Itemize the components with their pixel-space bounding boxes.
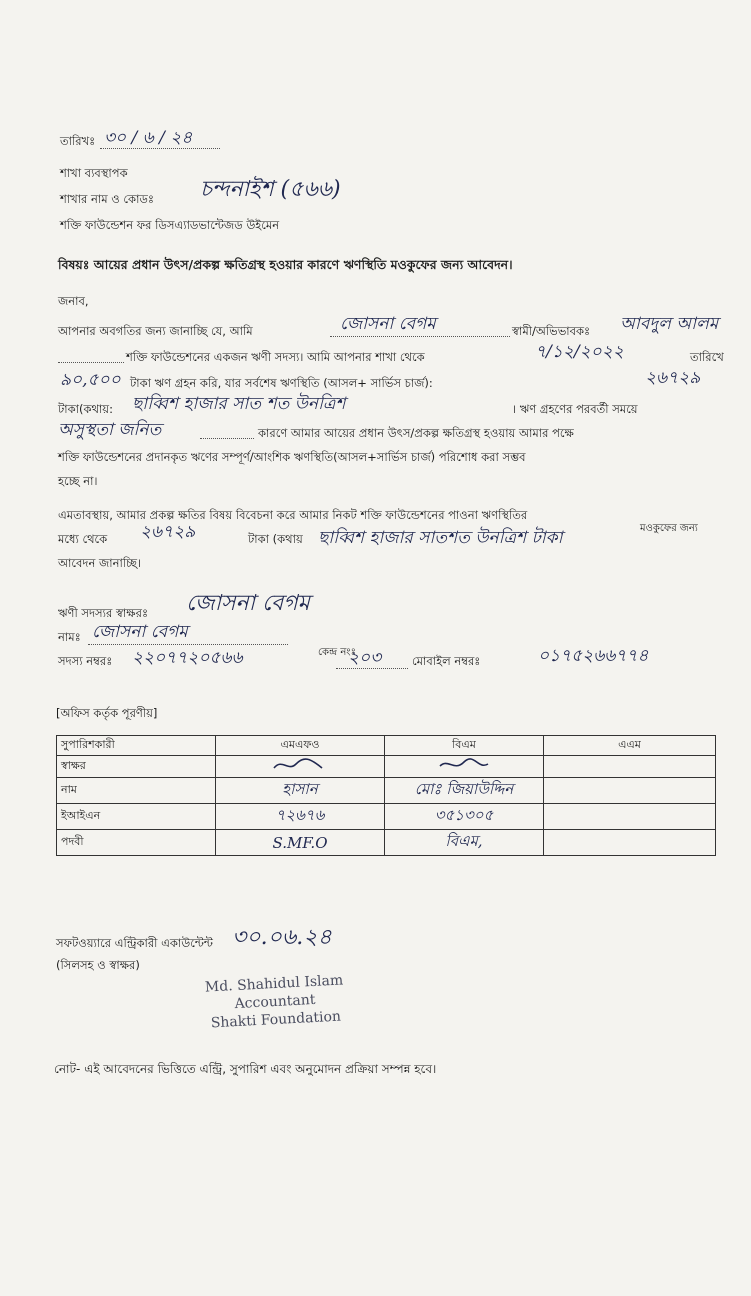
salutation: জনাব, bbox=[58, 294, 89, 308]
bm-name: মোঃ জিয়াউদ্দিন bbox=[385, 778, 544, 804]
blank-dots bbox=[58, 362, 124, 363]
body-text-2b: মধ্যে থেকে bbox=[58, 532, 108, 546]
body-text-1e: টাকা ঋণ গ্রহন করি, যার সর্বশেষ ঋণস্থিতি (আসল+ সার্ভিস চার্জ): bbox=[130, 376, 433, 390]
signature-scribble-bm bbox=[434, 756, 494, 774]
date-label: তারিখঃ bbox=[60, 134, 96, 148]
bm-signature bbox=[385, 756, 544, 778]
mfo-signature bbox=[216, 756, 385, 778]
mfo-designation: S.MF.O bbox=[216, 830, 385, 856]
loan-date-handwritten: ৭/১২/২০২২ bbox=[535, 342, 624, 362]
office-row-designation bbox=[57, 830, 716, 856]
accountant-stamp bbox=[184, 970, 367, 1033]
body-text-1h: কারণে আমার আয়ের প্রধান উৎস/প্রকল্প ক্ষতিগ্রস্থ হওয়ায় আমার পক্ষে bbox=[258, 426, 574, 440]
recipient-line: শাখা ব্যবস্থাপক bbox=[60, 166, 128, 180]
member-name-underline bbox=[88, 644, 288, 645]
subject-line: বিষয়ঃ আয়ের প্রধান উৎস/প্রকল্প ক্ষতিগ্রস্থ হওয়ার কারণে ঋণস্থিতি মওকুফের জন্য আবেদন। bbox=[58, 257, 513, 272]
body-text-1j: হচ্ছে না। bbox=[58, 474, 98, 488]
body-text-1c: শক্তি ফাউন্ডেশনের একজন ঋণী সদস্য। আমি আপনার শাখা থেকে bbox=[126, 350, 425, 364]
am-designation bbox=[544, 830, 716, 856]
row-label: নাম bbox=[57, 778, 216, 804]
mobile-label: মোবাইল নম্বরঃ bbox=[412, 654, 481, 668]
col-recommender: সুপারিশকারী bbox=[57, 736, 216, 756]
office-row-ein bbox=[57, 804, 716, 830]
member-signature: জোসনা বেগম bbox=[186, 591, 310, 616]
applicant-name-handwritten: জোসনা বেগম bbox=[340, 314, 436, 334]
outstanding-amount-handwritten: ২৬৭২৯ bbox=[645, 368, 701, 388]
applicant-name-underline bbox=[330, 336, 510, 337]
body-text-2d: মওকুফের জন্য bbox=[640, 523, 698, 534]
mobile-value-handwritten: ০১৭৫২৬৬৭৭৪ bbox=[538, 646, 649, 666]
stamp-title: Accountant bbox=[234, 991, 316, 1013]
body-text-1f: টাকা(কথায়: bbox=[58, 402, 113, 416]
center-underline bbox=[336, 668, 408, 669]
member-name-label: নামঃ bbox=[58, 630, 81, 644]
date-underline bbox=[100, 148, 220, 149]
bm-designation: বিএম, bbox=[385, 830, 544, 856]
stamp-name: Md. Shahidul Islam bbox=[204, 972, 344, 996]
guardian-name-handwritten: আবদুল আলম bbox=[620, 314, 719, 334]
office-table bbox=[56, 735, 716, 856]
body-text-2e: আবেদন জানাচ্ছি। bbox=[58, 556, 142, 570]
col-mfo: এমএফও bbox=[216, 736, 385, 756]
body-text-1g: । ঋণ গ্রহণের পরবর্তী সময়ে bbox=[512, 402, 638, 416]
date-value: ৩০ / ৬ / ২৪ bbox=[104, 128, 193, 148]
am-ein bbox=[544, 804, 716, 830]
center-label: কেন্দ্র নংঃ bbox=[318, 647, 356, 658]
member-signature-label: ঋণী সদস্যর স্বাক্ষরঃ bbox=[58, 606, 149, 620]
member-name-handwritten: জোসনা বেগম bbox=[92, 622, 188, 642]
office-heading: [অফিস কর্তৃক পূরণীয়] bbox=[56, 706, 158, 720]
mfo-name: হাসান bbox=[216, 778, 385, 804]
office-header-row bbox=[57, 736, 716, 756]
row-label: স্বাক্ষর bbox=[57, 756, 216, 778]
signature-scribble-mfo bbox=[270, 756, 330, 774]
am-name bbox=[544, 778, 716, 804]
row-label: ইআইএন bbox=[57, 804, 216, 830]
body-text-2a: এমতাবস্থায়, আমার প্রকল্প ক্ষতির বিষয় বিবেচনা করে আমার নিকট শক্তি ফাউন্ডেশনের পাওনা ঋণস্থিতির bbox=[58, 508, 528, 522]
center-value-handwritten: ২০৩ bbox=[348, 648, 382, 668]
office-row-signature bbox=[57, 756, 716, 778]
office-row-name bbox=[57, 778, 716, 804]
amount-words-handwritten: ছাব্বিশ হাজার সাত শত উনত্রিশ bbox=[132, 394, 346, 414]
member-no-label: সদস্য নম্বরঃ bbox=[58, 654, 113, 668]
accountant-label: সফটওয়্যারে এন্ট্রিকারী একাউন্টেন্ট bbox=[56, 936, 213, 950]
amount-words-2-handwritten: ছাব্বিশ হাজার সাতশত উনত্রিশ টাকা bbox=[318, 528, 563, 548]
waiver-amount-handwritten: ২৬৭২৯ bbox=[140, 522, 196, 542]
col-am: এএম bbox=[544, 736, 716, 756]
organization-line: শক্তি ফাউন্ডেশন ফর ডিসএ্যাডভান্টেজড উইমেন bbox=[60, 218, 280, 232]
cause-underline bbox=[200, 438, 254, 439]
loan-amount-handwritten: ৯০,৫০০ bbox=[60, 370, 121, 390]
row-label: পদবী bbox=[57, 830, 216, 856]
body-text-2c: টাকা (কথায় bbox=[248, 532, 303, 546]
body-text-1d: তারিখে bbox=[690, 350, 724, 364]
am-signature bbox=[544, 756, 716, 778]
stamp-org: Shakti Foundation bbox=[210, 1008, 342, 1032]
body-text-1a: আপনার অবগতির জন্য জানাচ্ছি যে, আমি bbox=[58, 324, 253, 338]
mfo-ein: ৭২৬৭৬ bbox=[216, 804, 385, 830]
cause-handwritten: অসুস্থতা জনিত bbox=[58, 420, 162, 440]
col-bm: বিএম bbox=[385, 736, 544, 756]
body-text-1b: স্বামী/অভিভাবকঃ bbox=[512, 324, 591, 338]
accountant-seal-label: (সিলসহ ও স্বাক্ষর) bbox=[56, 958, 140, 972]
body-text-1i: শক্তি ফাউন্ডেশনের প্রদানকৃত ঋণের সম্পূর্ণ/আংশিক ঋণস্থিতি(আসল+সার্ভিস চার্জ) পরিশোধ করা সম্ভব bbox=[58, 450, 526, 464]
member-no-handwritten: ২২০৭৭২০৫৬৬ bbox=[132, 648, 243, 668]
bm-ein: ৩৫১৩০৫ bbox=[385, 804, 544, 830]
footer-note: নোট- এই আবেদনের ভিত্তিতে এন্ট্রি, সুপারিশ এবং অনুমোদন প্রক্রিয়া সম্পন্ন হবে। bbox=[54, 1062, 437, 1076]
branch-label: শাখার নাম ও কোডঃ bbox=[60, 192, 155, 206]
accountant-signature-date: ৩০.০৬.২৪ bbox=[232, 925, 332, 950]
branch-value: চন্দনাইশ (৫৬৬) bbox=[200, 177, 341, 202]
